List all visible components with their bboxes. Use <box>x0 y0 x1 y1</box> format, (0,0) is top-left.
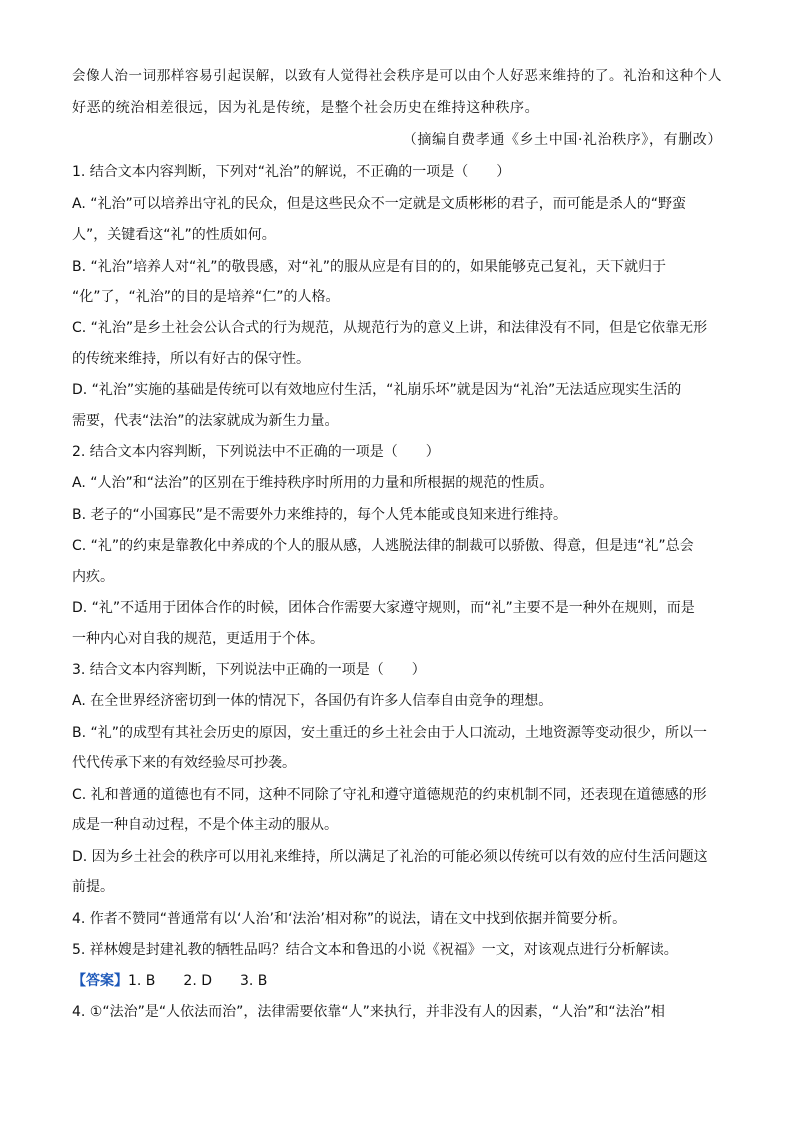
question-2-option-c-cont: 内疚。 <box>72 569 114 585</box>
question-3-stem: 3. 结合文本内容判断，下列说法中正确的一项是（ ） <box>72 662 426 678</box>
question-1-option-c-cont: 的传统来维持，所以有好古的保守性。 <box>72 351 310 367</box>
passage-line: 会像人治一词那样容易引起误解，以致有人觉得社会秩序是可以由个人好恶来维持的了。礼治和这种个人 <box>72 68 723 84</box>
answer-text: 1. B 2. D 3. B <box>128 973 268 989</box>
question-5-stem: 5. 祥林嫂是封建礼教的牺牲品吗？结合文本和鲁迅的小说《祝福》一文，对该观点进行分析解读。 <box>72 942 678 958</box>
question-2-option-d: D. “礼”不适用于团体合作的时候，团体合作需要大家遵守规则，而“礼”主要不是一种外在规则，而是 <box>72 600 695 616</box>
passage-source: （摘编自费孝通《乡土中国·礼治秩序》，有删改） <box>402 132 722 148</box>
question-3-option-c: C. 礼和普通的道德也有不同，这种不同除了守礼和遵守道德规范的约束机制不同，还表现在道德感的形 <box>72 787 707 803</box>
question-3-option-b: B. “礼”的成型有其社会历史的原因，安土重迁的乡土社会由于人口流动，土地资源等变动很少，所以一 <box>72 725 708 741</box>
question-1-option-a: A. “礼治”可以培养出守礼的民众，但是这些民众不一定就是文质彬彬的君子，而可能是杀人的“野蛮 <box>72 196 686 212</box>
question-1-option-d-cont: 需要，代表“法治”的法家就成为新生力量。 <box>72 413 339 429</box>
question-3-option-c-cont: 成是一种自动过程，不是个体主动的服从。 <box>72 817 338 833</box>
answer-line <box>72 971 267 991</box>
answer-4-text: 4. ①“法治”是“人依法而治”，法律需要依靠“人”来执行，并非没有人的因素，“人治”和“法治”相 <box>72 1004 665 1020</box>
question-2-option-d-cont: 一种内心对自我的规范，更适用于个体。 <box>72 631 324 647</box>
question-1-stem: 1. 结合文本内容判断，下列对“礼治”的解说，不正确的一项是（ ） <box>72 164 511 180</box>
question-1-option-a-cont: 人”，关键看这“礼”的性质如何。 <box>72 227 276 243</box>
question-2-option-a: A. “人治”和“法治”的区别在于维持秩序时所用的力量和所根据的规范的性质。 <box>72 475 554 491</box>
question-1-option-b: B. “礼治”培养人对“礼”的敬畏感，对“礼”的服从应是有目的的，如果能够克己复礼，天下就归于 <box>72 259 667 275</box>
question-3-option-a: A. 在全世界经济密切到一体的情况下，各国仍有许多人信奉自由竞争的理想。 <box>72 693 553 709</box>
question-2-stem: 2. 结合文本内容判断，下列说法中不正确的一项是（ ） <box>72 444 440 460</box>
question-1-option-c: C. “礼治”是乡土社会公认合式的行为规范，从规范行为的意义上讲，和法律没有不同，但是它依靠无形 <box>72 320 708 336</box>
question-1-option-b-cont: “化”了，“礼治”的目的是培养“仁”的人格。 <box>72 289 340 305</box>
question-3-option-b-cont: 代代传承下来的有效经验尽可抄袭。 <box>72 755 296 771</box>
question-3-option-d: D. 因为乡土社会的秩序可以用礼来维持，所以满足了礼治的可能必须以传统可以有效的应付生活问题这 <box>72 849 708 865</box>
question-2-option-b: B. 老子的“小国寡民”是不需要外力来维持的，每个人凭本能或良知来进行维持。 <box>72 507 568 523</box>
question-3-option-d-cont: 前提。 <box>72 879 114 895</box>
answer-tag: 【答案】 <box>72 973 128 989</box>
question-1-option-d: D. “礼治”实施的基础是传统可以有效地应付生活，“礼崩乐坏”就是因为“礼治”无法适应现实生活的 <box>72 382 682 398</box>
question-2-option-c: C. “礼”的约束是靠教化中养成的个人的服从感，人逃脱法律的制裁可以骄傲、得意，但是违“礼”总会 <box>72 538 694 554</box>
passage-line: 好恶的统治相差很远，因为礼是传统，是整个社会历史在维持这种秩序。 <box>72 100 540 116</box>
question-4-stem: 4. 作者不赞同“普通常有以‘人治’和‘法治’相对称”的说法，请在文中找到依据并简要分析。 <box>72 911 627 927</box>
